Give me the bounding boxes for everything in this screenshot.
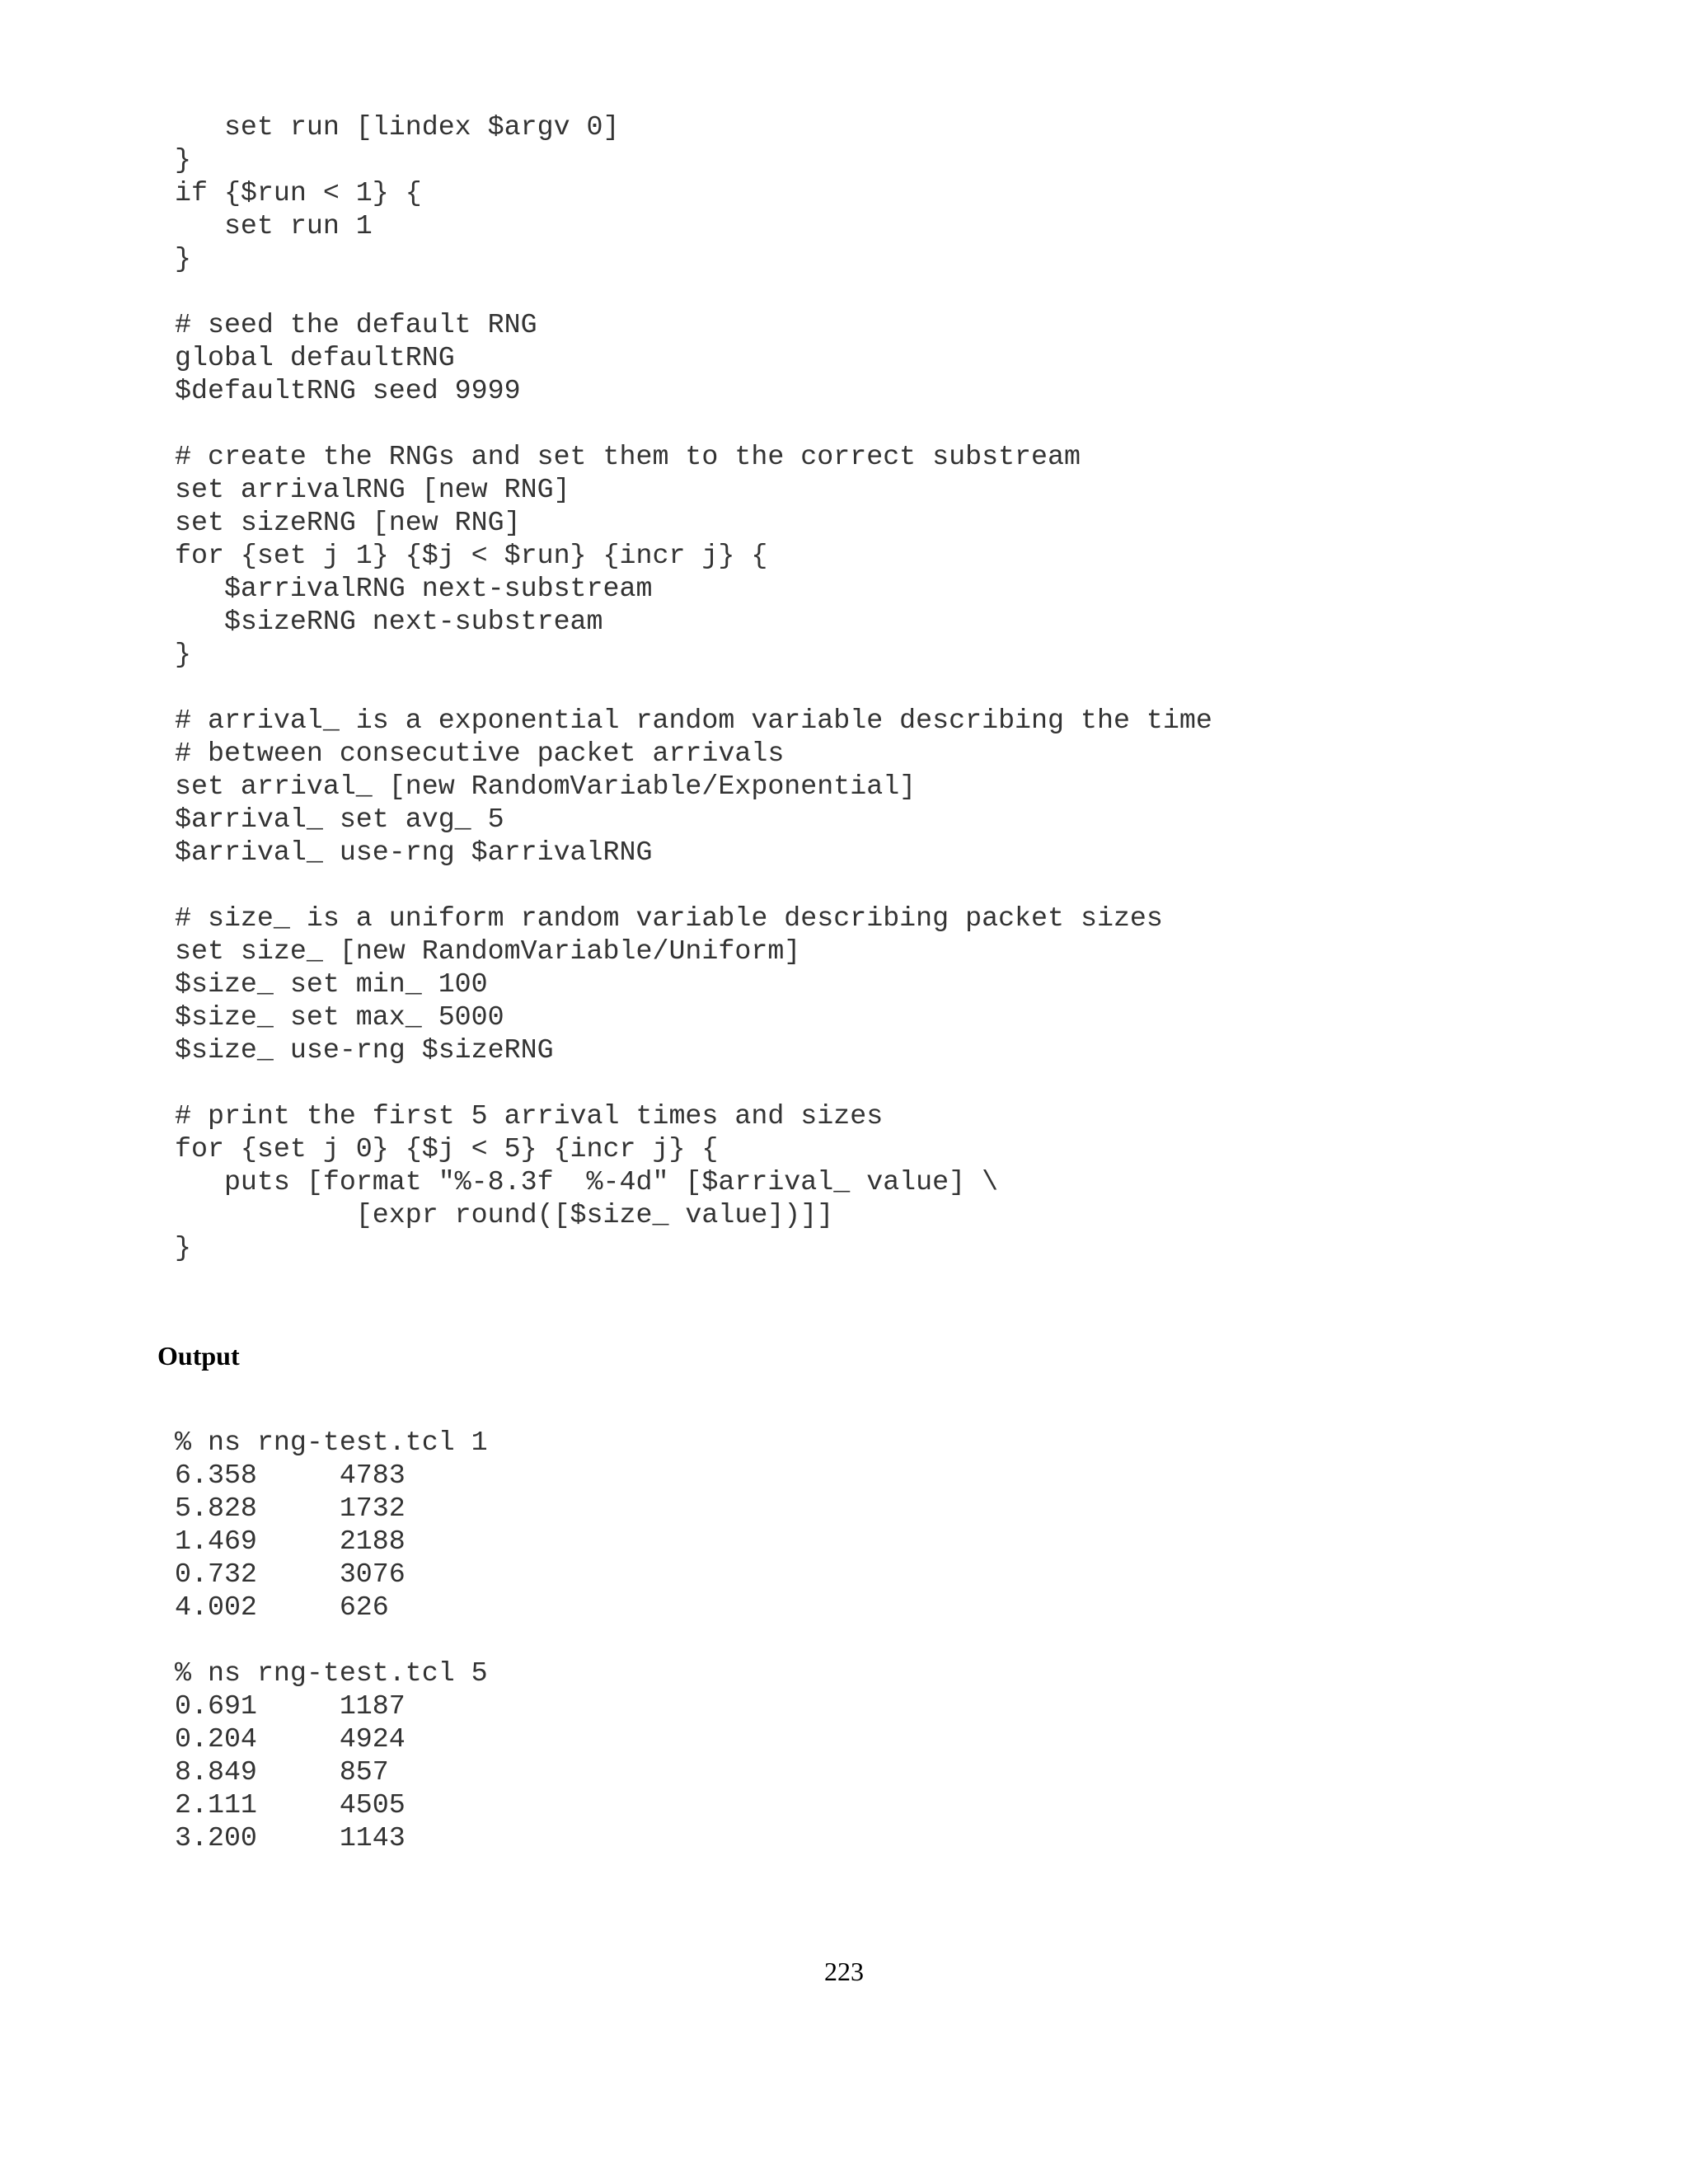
code-line <box>175 1066 1212 1099</box>
code-line: # create the RNGs and set them to the correct substream <box>175 441 1081 472</box>
code-listing <box>175 110 1212 1264</box>
code-line: [expr round([$size_ value])]] <box>175 1199 834 1230</box>
code-line: $arrivalRNG next-substream <box>175 573 653 604</box>
output-listing-run-1 <box>175 1426 488 1624</box>
output-line: % ns rng-test.tcl 5 <box>175 1657 488 1689</box>
code-line: set sizeRNG [new RNG] <box>175 507 521 538</box>
output-line: 2.111 4505 <box>175 1789 406 1821</box>
code-line: $arrival_ set avg_ 5 <box>175 804 504 835</box>
code-line <box>175 275 1212 308</box>
output-line: 0.691 1187 <box>175 1690 406 1722</box>
code-line: $defaultRNG seed 9999 <box>175 375 521 406</box>
code-line: $size_ set max_ 5000 <box>175 1001 504 1033</box>
output-line: % ns rng-test.tcl 1 <box>175 1427 488 1458</box>
output-line: 8.849 857 <box>175 1756 389 1788</box>
output-line: 3.200 1143 <box>175 1822 406 1854</box>
output-line: 1.469 2188 <box>175 1526 406 1557</box>
code-line: $arrival_ use-rng $arrivalRNG <box>175 837 653 868</box>
code-line: set arrival_ [new RandomVariable/Exponential] <box>175 771 917 802</box>
output-heading: Output <box>157 1341 240 1371</box>
code-line <box>175 869 1212 902</box>
output-listing-run-5 <box>175 1657 488 1854</box>
code-line: set run 1 <box>175 210 373 241</box>
code-line: # arrival_ is a exponential random variable describing the time <box>175 705 1212 736</box>
code-line: global defaultRNG <box>175 342 455 373</box>
code-line: $size_ set min_ 100 <box>175 968 488 1000</box>
code-line: if {$run < 1} { <box>175 177 422 209</box>
code-line: set size_ [new RandomVariable/Uniform] <box>175 935 801 967</box>
code-line: for {set j 0} {$j < 5} {incr j} { <box>175 1133 719 1165</box>
output-line: 0.204 4924 <box>175 1723 406 1755</box>
code-line: } <box>175 639 191 670</box>
code-line: for {set j 1} {$j < $run} {incr j} { <box>175 540 768 571</box>
code-line: # seed the default RNG <box>175 309 537 340</box>
code-line <box>175 671 1212 704</box>
code-line: set arrivalRNG [new RNG] <box>175 474 570 505</box>
code-line: $size_ use-rng $sizeRNG <box>175 1034 554 1066</box>
code-line: puts [format "%-8.3f %-4d" [$arrival_ value] \ <box>175 1166 999 1197</box>
output-line: 0.732 3076 <box>175 1558 406 1590</box>
output-line: 5.828 1732 <box>175 1493 406 1524</box>
code-line: } <box>175 243 191 274</box>
code-line: } <box>175 1232 191 1263</box>
output-line: 4.002 626 <box>175 1591 389 1623</box>
page-number: 223 <box>824 1957 864 1986</box>
code-line: # print the first 5 arrival times and sizes <box>175 1100 884 1132</box>
code-line: $sizeRNG next-substream <box>175 606 603 637</box>
code-line: # size_ is a uniform random variable describing packet sizes <box>175 902 1163 934</box>
output-line: 6.358 4783 <box>175 1460 406 1491</box>
code-line: } <box>175 144 191 176</box>
code-line: # between consecutive packet arrivals <box>175 738 785 769</box>
code-line: set run [lindex $argv 0] <box>175 111 620 143</box>
code-line <box>175 407 1212 440</box>
